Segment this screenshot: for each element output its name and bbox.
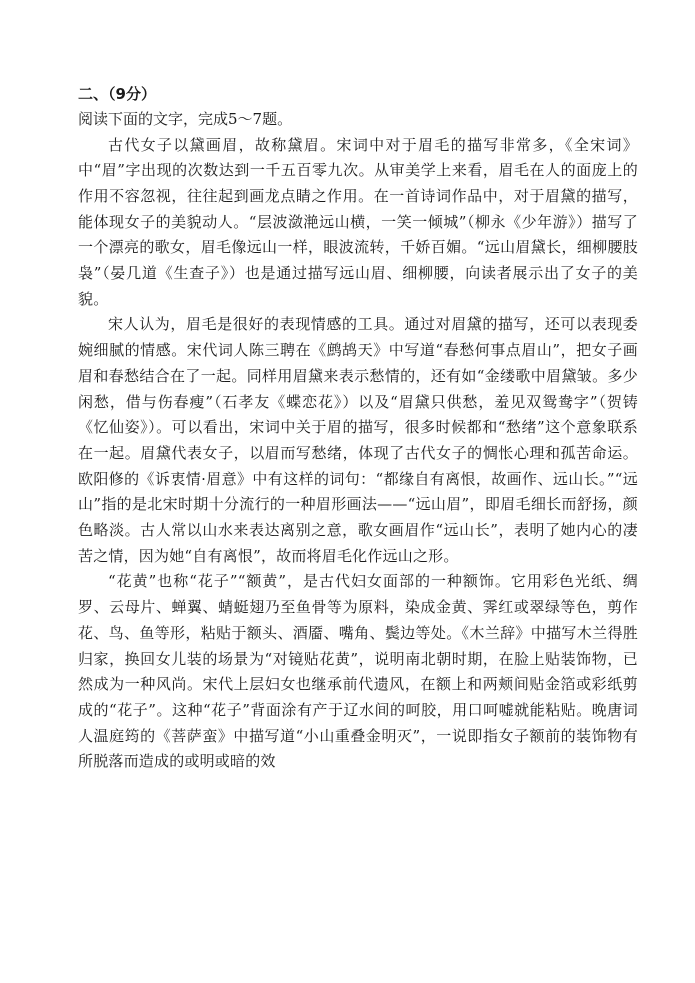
document-page <box>78 82 638 775</box>
section-score: （9分） <box>108 85 156 103</box>
paragraph-2: 宋人认为，眉毛是很好的表现情感的工具。通过对眉黛的描写，还可以表现委婉细腻的情感。宋代词人陈三聘在《鹧鸪天》中写道“春愁何事点眉山”，把女子画眉和春愁结合在了一起。同样用眉黛来表示愁情的，还有如“金缕歌中眉黛皱。多少闲愁，借与伤春瘦”（石孝友《蝶恋花》）以及“眉黛只供愁，羞见双鸳鸯字”（贺铸《忆仙姿》）。可以看出，宋词中关于眉的描写，很多时候都和“愁绪”这个意象联系在一起。眉黛代表女子，以眉而写愁绪，体现了古代女子的惆怅心理和孤苦命运。欧阳修的《诉衷情·眉意》中有这样的词句：“都缘自有离恨，故画作、远山长。”“远山”指的是北宋时期十分流行的一种眉形画法——“远山眉”，即眉毛细长而舒扬，颜色略淡。古人常以山水来表达离别之意，歌女画眉作“远山长”，表明了她内心的凄苦之情，因为她“自有离恨”，故而将眉毛化作远山之形。 <box>78 315 638 565</box>
reading-instruction: 阅读下面的文字，完成5～7题。 <box>78 110 293 128</box>
section-heading <box>78 82 638 107</box>
section-number: 二、 <box>78 85 109 103</box>
paragraph-3: “花黄”也称“花子”“额黄”，是古代妇女面部的一种额饰。它用彩色光纸、绸罗、云母片、蝉翼、蜻蜓翅乃至鱼骨等为原料，染成金黄、霁红或翠绿等色，剪作花、鸟、鱼等形，粘贴于额头、酒靥、嘴角、鬓边等处。《木兰辞》中描写木兰得胜归家，换回女儿装的场景为“对镜贴花黄”，说明南北朝时期，在脸上贴装饰物，已然成为一种风尚。宋代上层妇女也继承前代遗风，在额上和两颊间贴金箔或彩纸剪成的“花子”。这种“花子”背面涂有产于辽水间的呵胶，用口呵嘘就能粘贴。晚唐词人温庭筠的《菩萨蛮》中描写道“小山重叠金明灭”，一说即指女子额前的装饰物有所脱落而造成的或明或暗的效 <box>78 572 638 771</box>
paragraph-1: 古代女子以黛画眉，故称黛眉。宋词中对于眉毛的描写非常多，《全宋词》中“眉”字出现的次数达到一千五百零九次。从审美学上来看，眉毛在人的面庞上的作用不容忽视，往往起到画龙点睛之作用。在一首诗词作品中，对于眉黛的描写，能体现女子的美貌动人。“层波潋滟远山横，一笑一倾城”（柳永《少年游》）描写了一个漂亮的歌女，眉毛像远山一样，眼波流转，千娇百媚。“远山眉黛长，细柳腰肢袅”（晏几道《生查子》）也是通过描写远山眉、细柳腰，向读者展示出了女子的美貌。 <box>78 135 638 308</box>
